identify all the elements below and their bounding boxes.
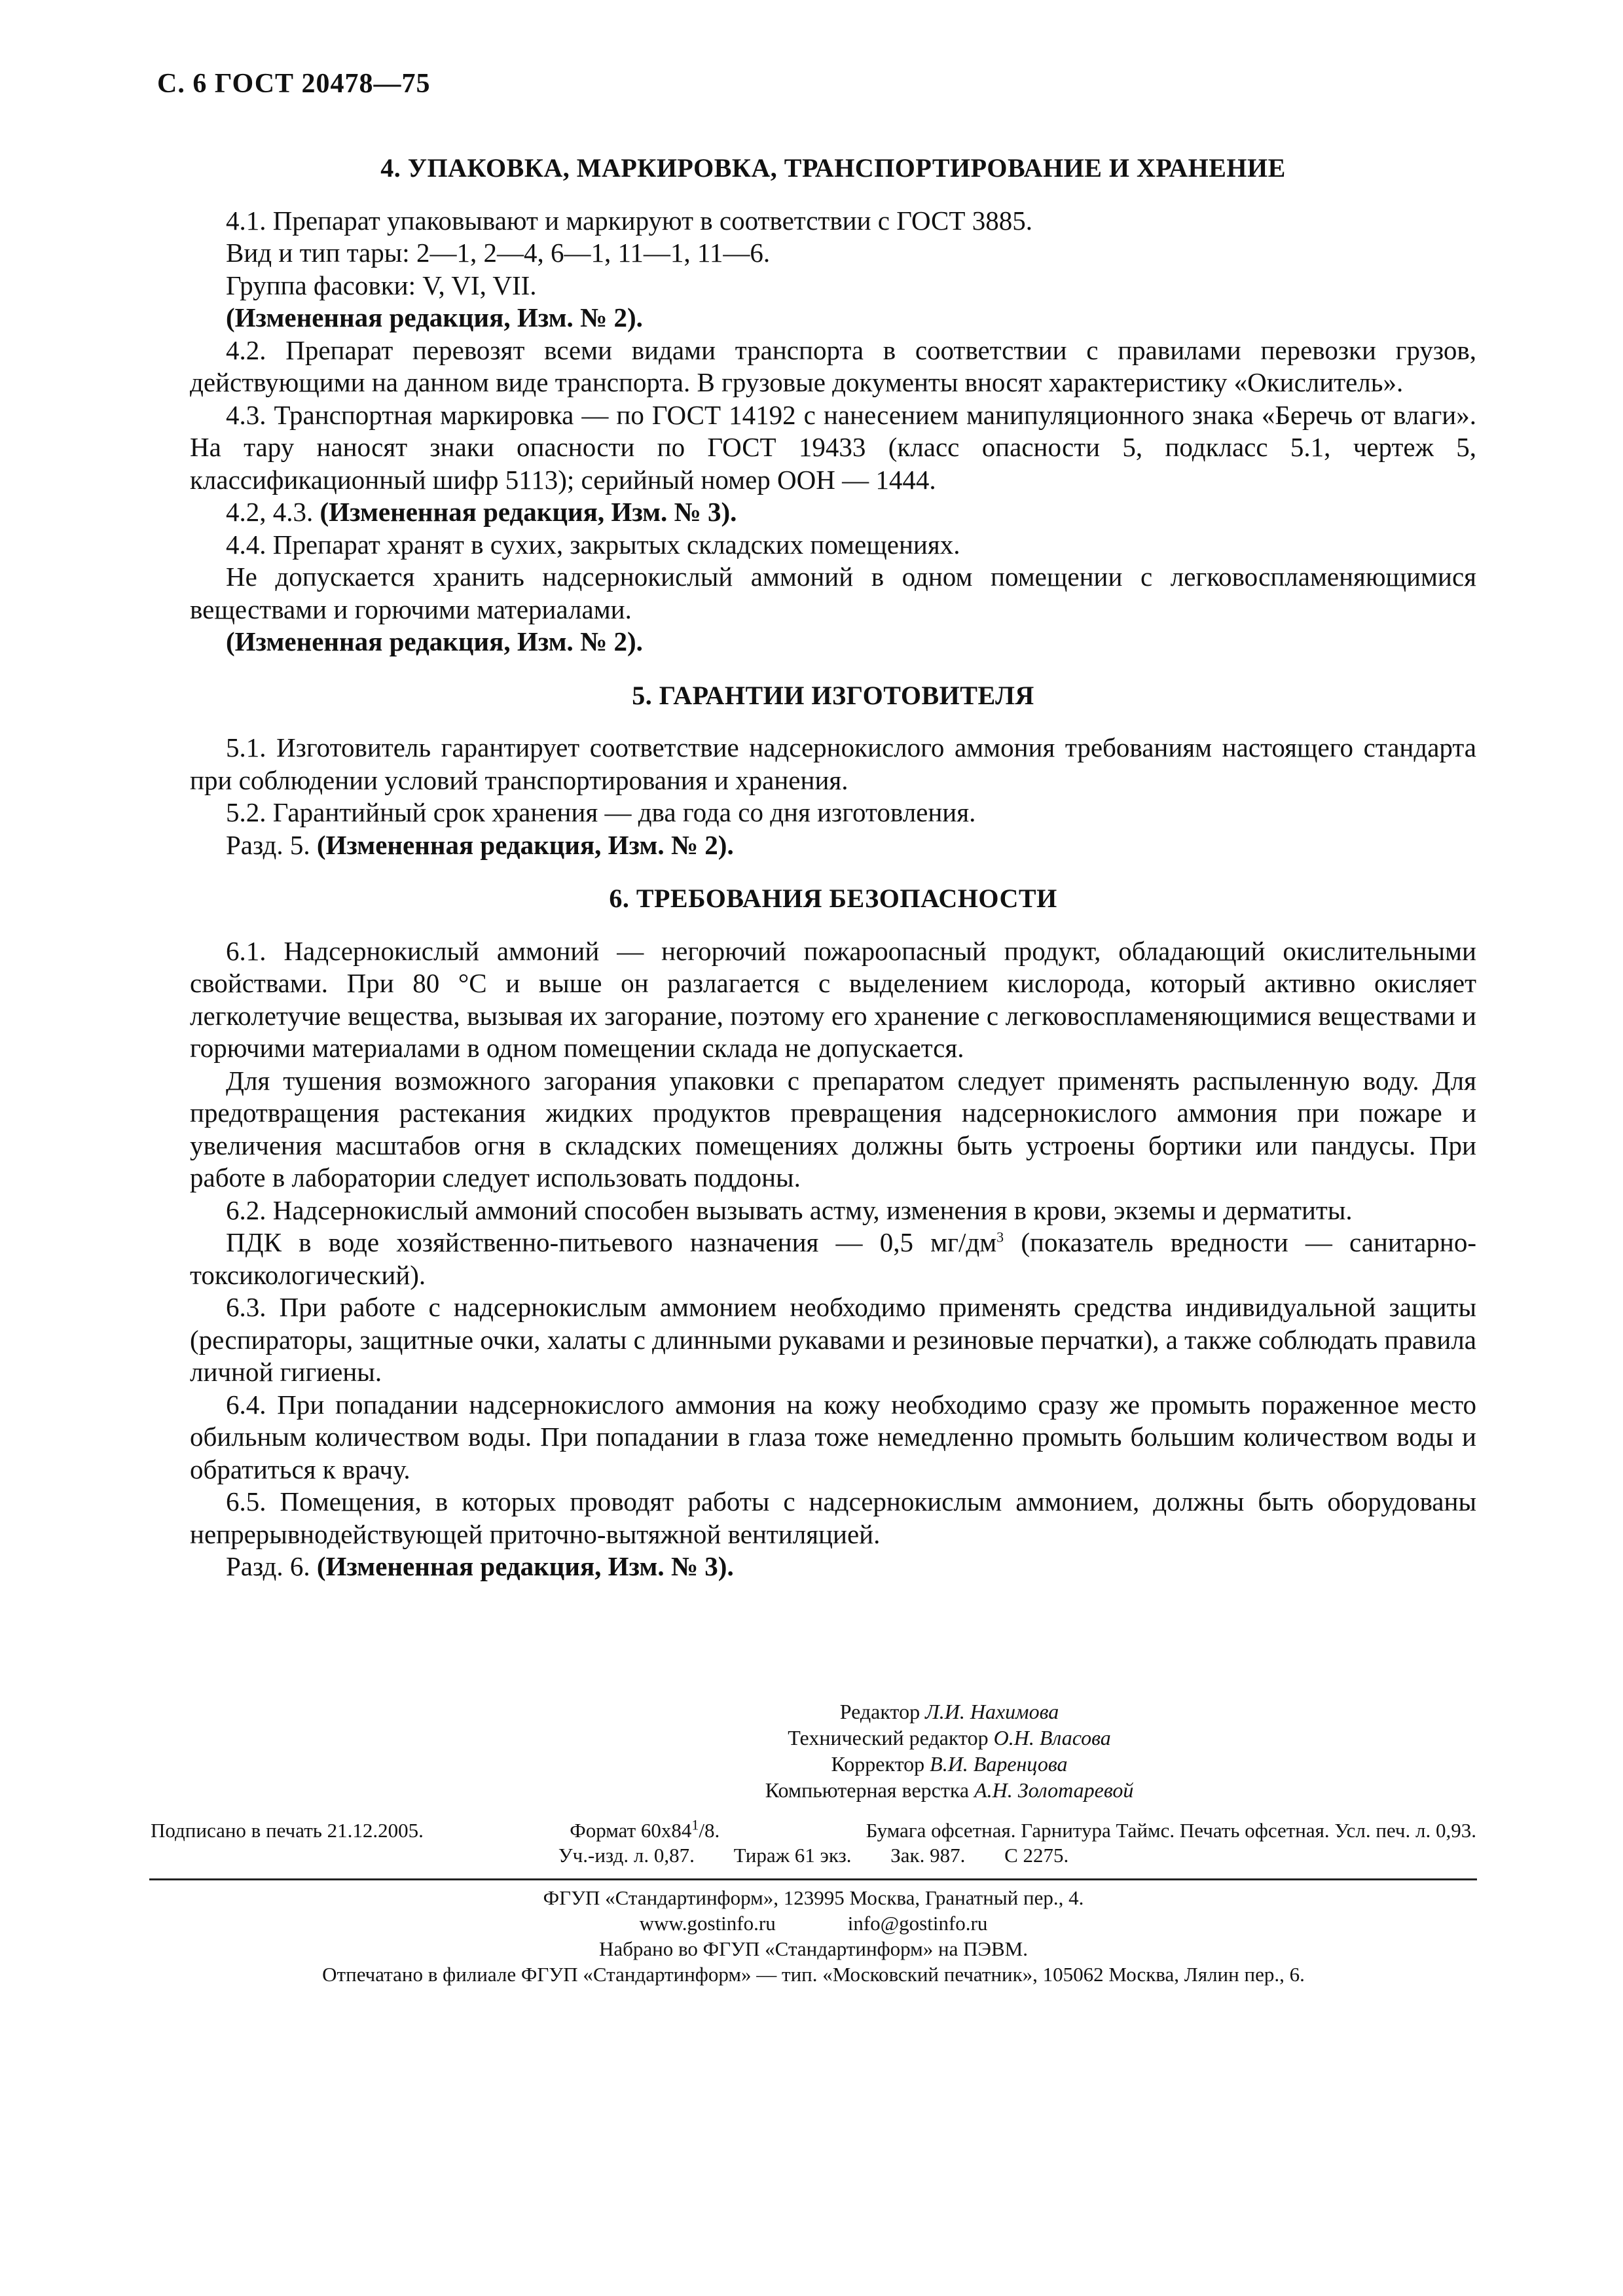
credit-role: Корректор [831, 1752, 930, 1776]
paragraph-6-1: 6.1. Надсернокислый аммоний — негорючий пожароопасный продукт, обладающий окислительными свойствами. При 80 °С и выше он разлагается с выделением кислорода, который активно окисляет легколетучие вещества, вызывая их загорание, поэтому его хранение с легковоспламеняющимися веществами и горючими материалами в одном помещении склада не допускается. [190, 935, 1476, 1063]
paragraph-5-2: 5.2. Гарантийный срок хранения — два года со дня изготовления. [226, 797, 976, 827]
paragraph-6-3: 6.3. При работе с надсернокислым аммонием необходимо применять средства индивидуальной защиты (респираторы, защитные очки, халаты с длинными рукавами и резиновые перчатки), а также соблюдать правила личной гигиены. [190, 1292, 1476, 1387]
credits-block [655, 1698, 1244, 1803]
format-suffix: /8. [699, 1819, 720, 1842]
amendment-text: (Измененная редакция, Изм. № 3). [316, 1551, 734, 1581]
amendment-prefix: 4.2, 4.3. [226, 497, 320, 527]
publisher-block [151, 1885, 1476, 1987]
amendment-note-section-6 [190, 1551, 1476, 1583]
paragraph-5-1: 5.1. Изготовитель гарантирует соответствие надсернокислого аммония требованиям настоящего стандарта при соблюдении условий транспортирования и хранения. [190, 732, 1476, 795]
credit-name: Л.И. Нахимова [925, 1700, 1059, 1723]
section-6-title: 6. ТРЕБОВАНИЯ БЕЗОПАСНОСТИ [609, 884, 1057, 913]
publisher-printed: Отпечатано в филиале ФГУП «Стандартинформ» — тип. «Московский печатник», 105062 Москва, Лялин пер., 6. [322, 1963, 1305, 1986]
imprint-format [570, 1818, 720, 1843]
imprint-line-1 [151, 1818, 1476, 1843]
amendment-prefix: Разд. 6. [226, 1551, 317, 1581]
credit-role: Компьютерная верстка [765, 1778, 975, 1802]
pdk-text-rest: (показатель вредности — санитарно-токсикологический). [190, 1227, 1476, 1290]
divider-rule [149, 1878, 1477, 1880]
imprint-uch: Уч.-изд. л. 0,87. [558, 1844, 695, 1867]
paragraph-4-4: 4.4. Препарат хранят в сухих, закрытых складских помещениях. [226, 529, 960, 560]
paragraph-6-2: 6.2. Надсернокислый аммоний способен вызывать астму, изменения в крови, экземы и дерматиты. [226, 1194, 1353, 1225]
amendment-text: (Измененная редакция, Изм. № 3). [319, 497, 737, 527]
paragraph-4-3: 4.3. Транспортная маркировка — по ГОСТ 14192 с нанесением манипуляционного знака «Беречь от влаги». На тару наносят знаки опасности по ГОСТ 19433 (класс опасности 5, подкласс 5.1, чертеж 5, классификационный шифр 5113); серийный номер ООН — 1444. [190, 399, 1476, 495]
amendment-prefix: Разд. 5. [226, 829, 317, 860]
paragraph-4-4-restriction: Не допускается хранить надсернокислый аммоний в одном помещении с легковоспламеняющимися веществами и горючими материалами. [190, 562, 1476, 624]
credit-name: В.И. Варенцова [930, 1752, 1068, 1776]
paragraph-6-1-firefighting: Для тушения возможного загорания упаковки с препаратом следует применять распыленную воду. Для предотвращения растекания жидких продуктов превращения надсернокислого аммония при пожаре и увеличения масштабов огня в складских помещениях должны быть устроены бортики или пандусы. При работе в лаборатории следует использовать поддоны. [190, 1065, 1476, 1193]
paragraph-6-2-pdk [190, 1227, 1476, 1291]
pdk-text: ПДК в воде хозяйственно-питьевого назначения — 0,5 мг/дм [226, 1227, 997, 1257]
paragraph-6-4: 6.4. При попадании надсернокислого аммония на кожу необходимо сразу же промыть пораженное место обильным количеством воды. При попадании в глаза тоже немедленно промыть большим количеством воды и обратиться к врачу. [190, 1389, 1476, 1484]
credit-proofreader [655, 1751, 1244, 1777]
amendment-note: (Измененная редакция, Изм. № 2). [226, 302, 643, 332]
format-prefix: Формат 60x84 [570, 1819, 692, 1842]
document-body [190, 152, 1476, 1583]
credit-editor [655, 1698, 1244, 1725]
paragraph-4-2: 4.2. Препарат перевозят всеми видами транспорта в соответствии с правилами перевозки грузов, действующими на данном виде транспорта. В грузовые документы вносят характеристику «Окислитель». [190, 334, 1476, 397]
imprint-signed: Подписано в печать 21.12.2005. [151, 1819, 424, 1842]
superscript-3: 3 [996, 1229, 1004, 1246]
paragraph-4-1: 4.1. Препарат упаковывают и маркируют в соответствии с ГОСТ 3885. [226, 205, 1032, 236]
paragraph-4-1-group: Группа фасовки: V, VI, VII. [226, 270, 537, 300]
section-4-title: 4. УПАКОВКА, МАРКИРОВКА, ТРАНСПОРТИРОВАНИЕ И ХРАНЕНИЕ [380, 153, 1286, 183]
paragraph-4-1-tare: Вид и тип тары: 2—1, 2—4, 6—1, 11—1, 11—6. [226, 238, 771, 268]
amendment-note-section-5 [190, 829, 1476, 862]
amendment-note: (Измененная редакция, Изм. № 2). [226, 626, 643, 656]
imprint-tirazh: Тираж 61 экз. [733, 1844, 852, 1867]
paragraph-6-5: 6.5. Помещения, в которых проводят работы с надсернокислым аммонием, должны быть оборудованы непрерывнодействующей приточно-вытяжной вентиляцией. [190, 1486, 1476, 1549]
imprint-block [151, 1818, 1476, 1868]
publisher-web [151, 1910, 1476, 1936]
credit-layout [655, 1777, 1244, 1803]
section-5-title: 5. ГАРАНТИИ ИЗГОТОВИТЕЛЯ [632, 680, 1034, 710]
credit-name: А.Н. Золотаревой [974, 1778, 1134, 1802]
page-header: С. 6 ГОСТ 20478—75 [157, 69, 431, 99]
publisher-typeset: Набрано во ФГУП «Стандартинформ» на ПЭВМ. [598, 1937, 1028, 1960]
imprint-zak: Зак. 987. [890, 1844, 966, 1867]
credit-name: О.Н. Власова [993, 1726, 1111, 1749]
publisher-address: ФГУП «Стандартинформ», 123995 Москва, Гранатный пер., 4. [543, 1886, 1084, 1909]
imprint-line-2 [151, 1843, 1476, 1868]
credit-tech-editor [655, 1725, 1244, 1751]
publisher-website-link[interactable]: www.gostinfo.ru [639, 1912, 776, 1935]
publisher-email-link[interactable]: info@gostinfo.ru [847, 1912, 988, 1935]
amendment-text: (Измененная редакция, Изм. № 2). [316, 829, 734, 860]
format-sup: 1 [691, 1816, 699, 1833]
imprint-paper: Бумага офсетная. Гарнитура Таймс. Печать офсетная. Усл. печ. л. 0,93. [866, 1819, 1476, 1842]
amendment-note-4-2-4-3 [190, 496, 1476, 529]
imprint-code: С 2275. [1004, 1844, 1069, 1867]
credit-role: Технический редактор [788, 1726, 994, 1749]
credit-role: Редактор [839, 1700, 926, 1723]
